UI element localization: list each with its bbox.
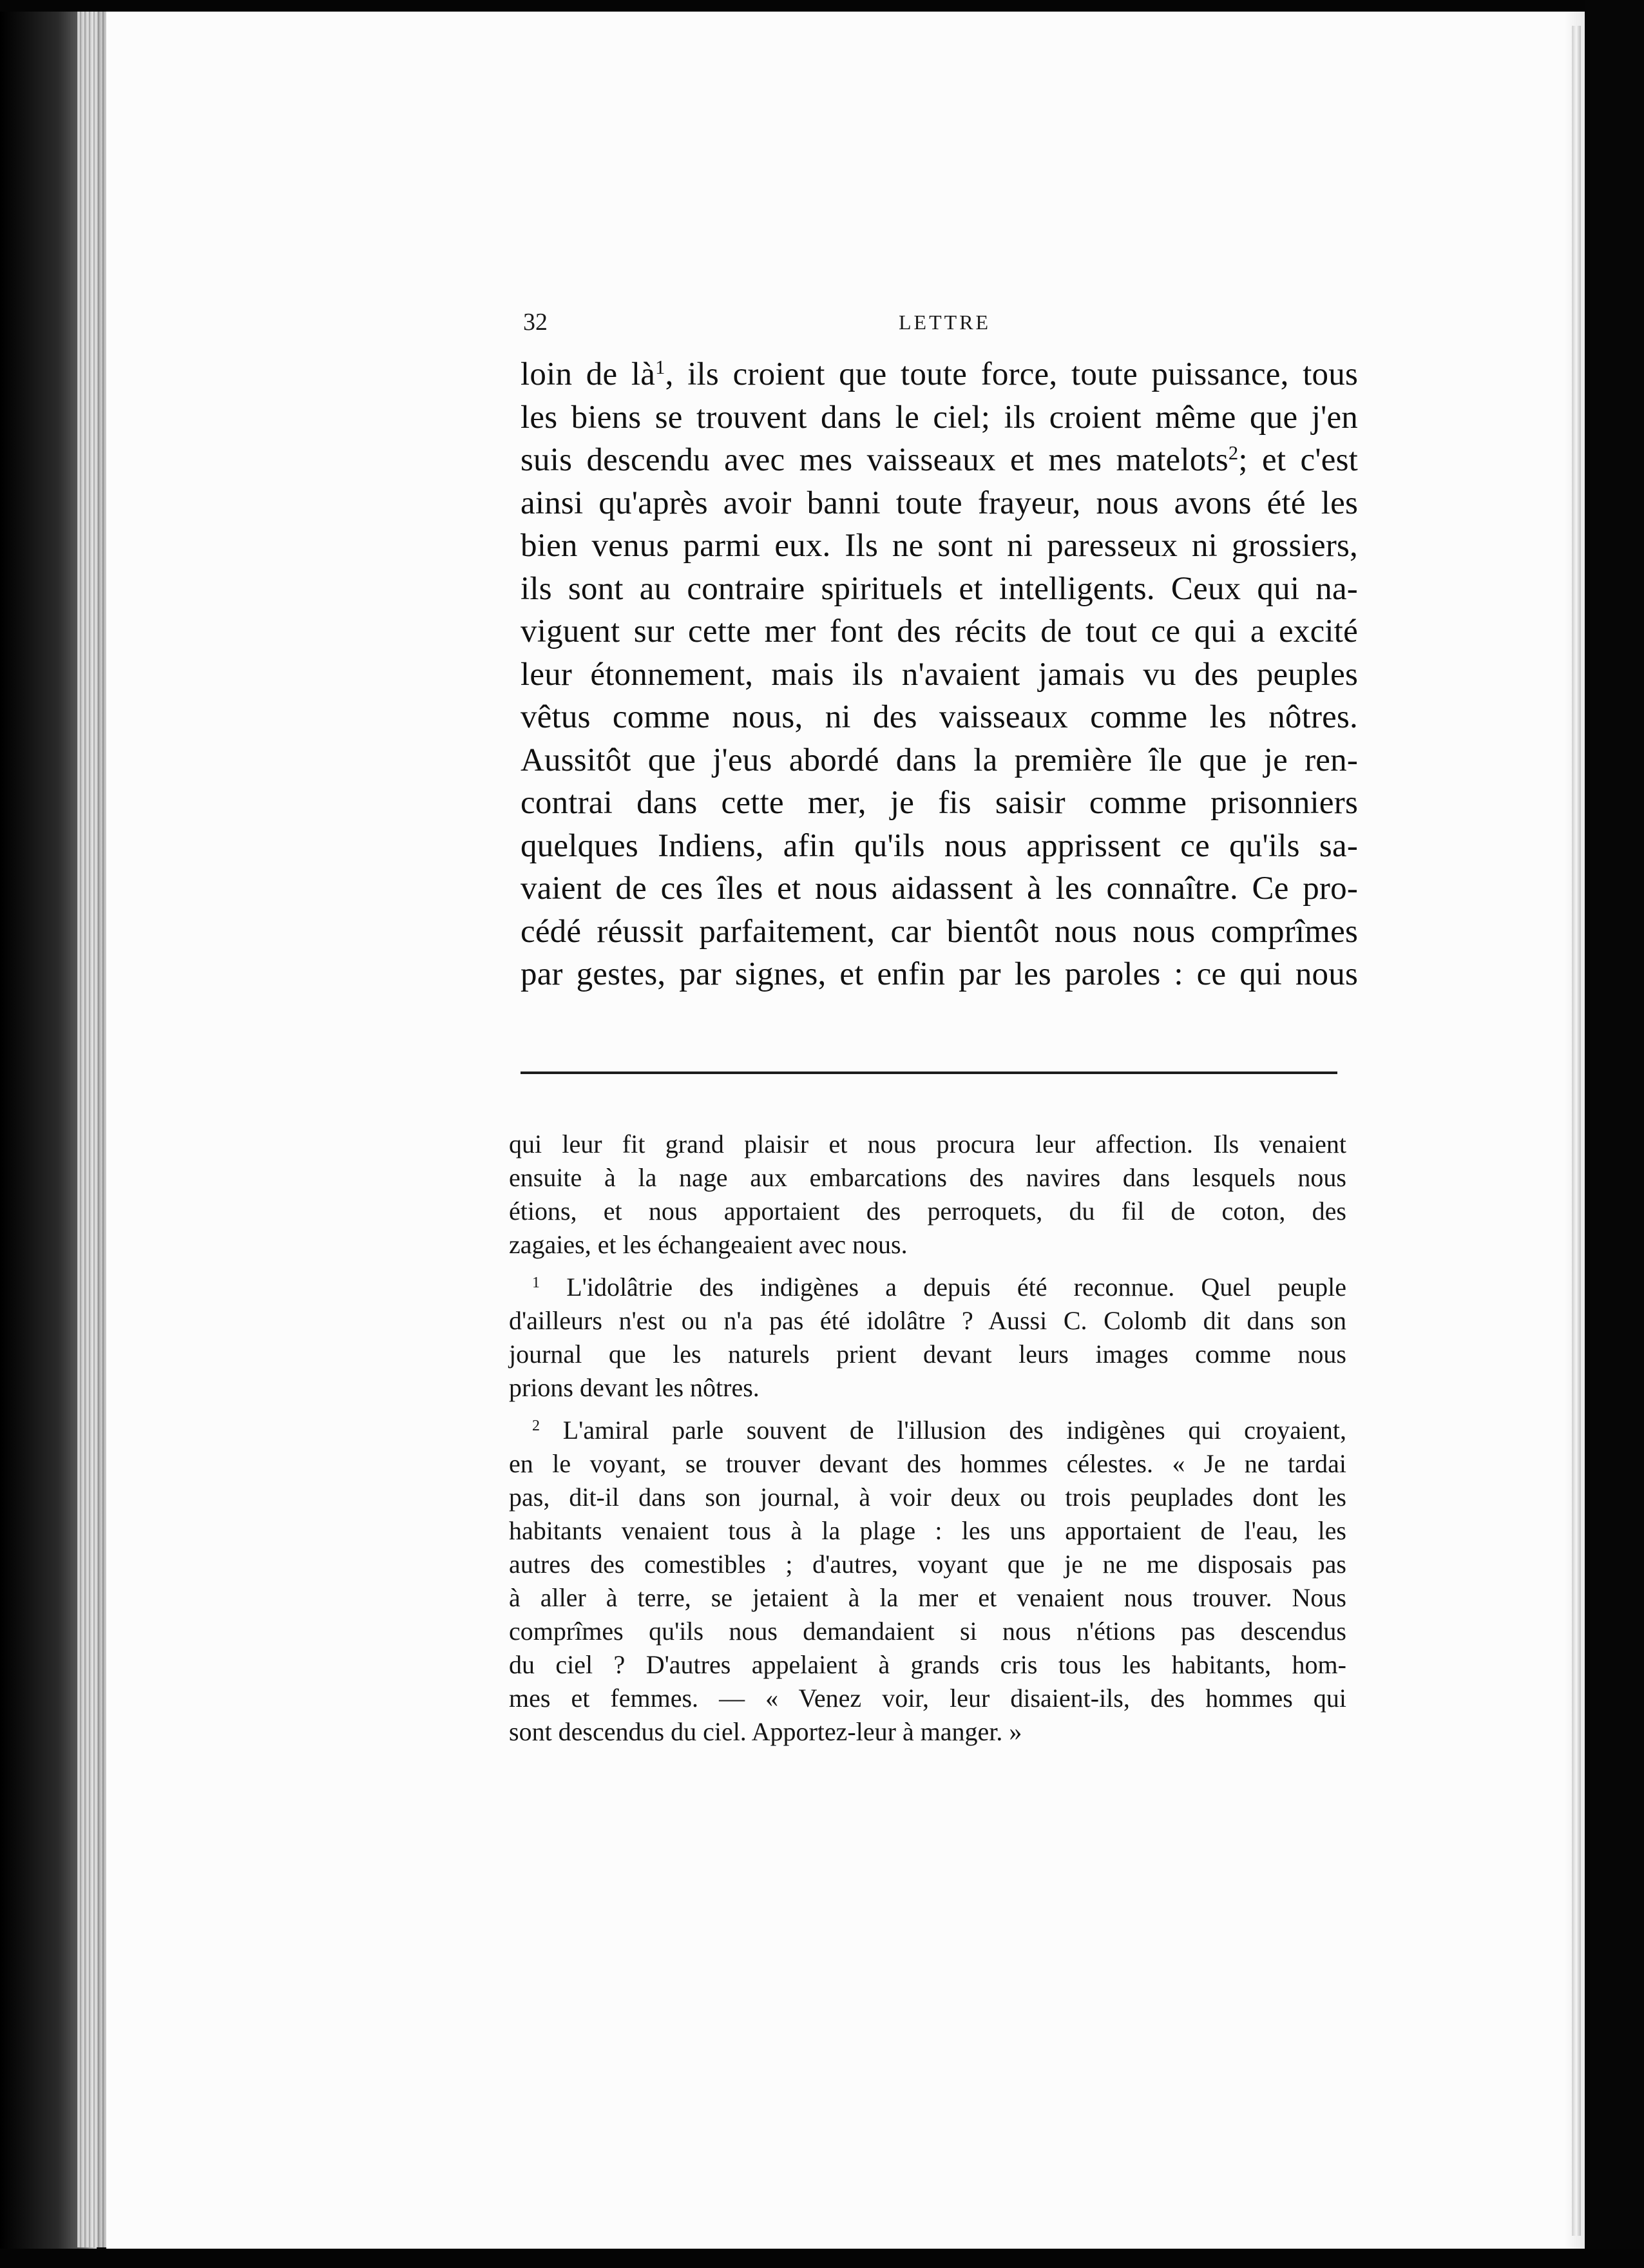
footnote-line: comprîmes qu'ils nous demandaient si nous n'étions pas descendus (509, 1617, 1346, 1646)
footnote-1 (509, 1271, 1346, 1405)
footnote-marker-1: 1 (532, 1274, 540, 1291)
footnote-line: autres des comestibles ; d'autres, voyant que je ne me disposais pas (509, 1550, 1346, 1579)
text-line: ils sont au contraire spirituels et intelligents. Ceux qui na- (521, 570, 1358, 607)
text-line: ainsi qu'après avoir banni toute frayeur, nous avons été les (521, 485, 1358, 521)
footnote-line: en le voyant, se trouver devant des hommes célestes. « Je ne tardai (509, 1449, 1346, 1478)
text-line: loin de $là^1$, ils croient que toute force, toute puissance, tous (521, 356, 1359, 392)
footnote-line: $^1$ L'idolâtrie des indigènes a depuis été reconnue. Quel peuple (532, 1273, 1346, 1302)
page-edges (77, 12, 110, 2247)
footnote-line: du ciel ? D'autres appelaient à grands cris tous les habitants, hom- (509, 1650, 1346, 1679)
footnote-line: zagaies, et les échangeaient avec nous. (509, 1230, 908, 1259)
footnote-line: étions, et nous apportaient des perroquets, du fil de coton, des (509, 1196, 1346, 1225)
page-number: 32 (523, 309, 548, 336)
footnote-ref-2: 2 (1228, 442, 1239, 465)
scan-bottom-edge (0, 2249, 1644, 2268)
running-title: LETTRE (899, 311, 991, 334)
footnote-line: sont descendus du ciel. Apportez-leur à manger. » (509, 1717, 1022, 1746)
footnote-line: d'ailleurs n'est ou n'a pas été idolâtre ? Aussi C. Colomb dit dans son (509, 1306, 1346, 1335)
text-line: leur étonnement, mais ils n'avaient jamais vu des peuples (521, 656, 1358, 693)
footnote-line: journal que les naturels prient devant leurs images comme nous (509, 1340, 1346, 1369)
text-line: vêtus comme nous, ni des vaisseaux comme les nôtres. (521, 699, 1358, 735)
next-page-strip (1572, 26, 1581, 2236)
footnote-continuation (509, 1128, 1346, 1262)
footnote-line: prions devant les nôtres. (509, 1373, 760, 1402)
footnote-2 (509, 1414, 1346, 1749)
text-line: les biens se trouvent dans le ciel; ils croient même que j'en (521, 399, 1358, 436)
footnote-line: pas, dit-il dans son journal, à voir deux ou trois peuplades dont les (509, 1483, 1346, 1512)
scan-right-border (1585, 0, 1644, 2268)
running-head (523, 308, 1361, 347)
text-line: Aussitôt que j'eus abordé dans la première île que je ren- (521, 742, 1358, 778)
text-line: par gestes, par signes, et enfin par les paroles : ce qui nous (521, 956, 1358, 992)
footnote-line: $^2$ L'amiral parle souvent de l'illusion des indigènes qui croyaient, (532, 1416, 1346, 1445)
footnote-marker-2: 2 (532, 1417, 540, 1434)
footnote-line: habitants venaient tous à la plage : les uns apportaient de l'eau, les (509, 1516, 1346, 1545)
text-line: vaient de ces îles et nous aidassent à les connaître. Ce pro- (521, 870, 1358, 907)
text-line: suis descendu avec mes vaisseaux et mes matelots$^2$; et c'est (521, 442, 1359, 478)
main-text (521, 353, 1358, 996)
scan-top-edge (0, 0, 1644, 12)
text-line: bien venus parmi eux. Ils ne sont ni paresseux ni grossiers, (521, 528, 1358, 564)
text-line: quelques Indiens, afin qu'ils nous apprissent ce qu'ils sa- (521, 827, 1358, 864)
footnote-line: qui leur fit grand plaisir et nous procura leur affection. Ils venaient (509, 1129, 1346, 1158)
text-line: contrai dans cette mer, je fis saisir comme prisonniers (521, 785, 1358, 821)
footnote-line: mes et femmes. — « Venez voir, leur disaient-ils, des hommes qui (509, 1684, 1346, 1713)
text-line: cédé réussit parfaitement, car bientôt nous nous comprîmes (521, 913, 1358, 950)
footnotes (509, 1128, 1346, 1749)
footnote-line: à aller à terre, se jetaient à la mer et venaient nous trouver. Nous (509, 1583, 1346, 1612)
text-line: viguent sur cette mer font des récits de tout ce qui a excité (521, 613, 1358, 649)
footnote-ref-1: 1 (655, 356, 665, 379)
footnote-separator-rule (521, 1072, 1337, 1074)
footnote-line: ensuite à la nage aux embarcations des navires dans lesquels nous (509, 1163, 1346, 1192)
